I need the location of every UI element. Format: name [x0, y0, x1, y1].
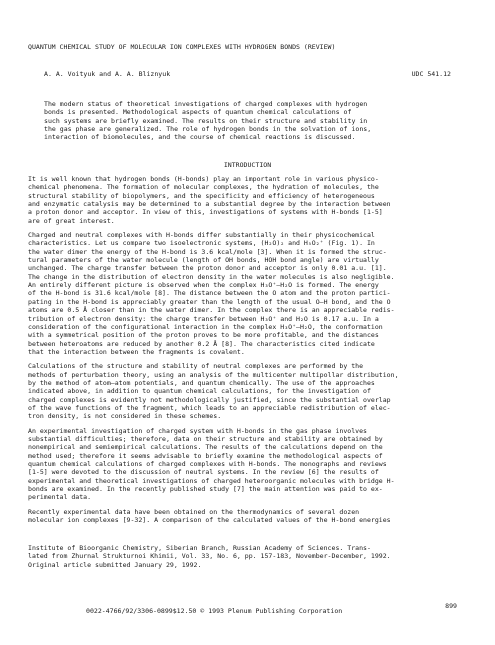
abstract-line: such systems are briefly examined. The results on their structure and stability in	[44, 116, 368, 125]
text-line: are of great interest.	[28, 216, 115, 225]
text-line: experimental and theoretical investigations of charged heteroorganic molecules with bridge H-	[28, 476, 395, 485]
paragraph	[28, 362, 473, 420]
paragraph	[28, 175, 473, 225]
text-line: quantum chemical calculations of charged complexes with H-bonds. The monographs and reviews	[28, 460, 387, 468]
text-line: that the interaction between the fragments is covalent.	[28, 347, 245, 356]
text-line: molecular ion complexes [9-32]. A comparison of the calculated values of the H-bond energies	[28, 516, 391, 525]
text-line: structural stability of biopolymers, and the specificity and efficiency of heterogeneous	[28, 191, 375, 200]
text-line: methods of perturbation theory, using an analysis of the multicenter multipollar distribution,	[28, 370, 399, 379]
footnote	[28, 544, 473, 569]
paragraph	[28, 231, 473, 356]
text-line: the water dimer the energy of the H-bond is 3.6 kcal/mole [3]. When it is formed the struc-	[28, 247, 387, 256]
text-line: perimental data.	[28, 493, 92, 502]
text-line: unchanged. The charge transfer between the proton donor and acceptor is only 0.01 a.u. [1].	[28, 264, 387, 273]
text-line: of the wave functions of the fragment, which leads to an appreciable redistribution of elec-	[28, 403, 391, 412]
text-line: An experimental investigation of charged system with H-bonds in the gas phase involves	[28, 426, 367, 435]
text-line: and enzymatic catalysis may be determined to a substantial degree by the interaction between	[28, 200, 391, 209]
authors: A. A. Voityuk and A. A. Bliznyuk	[44, 70, 171, 78]
text-line: chemical phenomena. The formation of molecular complexes, the hydration of molecules, the	[28, 183, 379, 192]
section-heading: INTRODUCTION	[223, 161, 272, 169]
text-line: bonds are examined. In the recently published study [7] the main attention was paid to ex-	[28, 485, 383, 494]
text-line: The change in the distribution of electron density in the water molecules is also negligible.	[28, 272, 395, 281]
text-line: with a symmetrical position of the proton proves to be more profitable, and the distances	[28, 331, 379, 340]
body-text	[28, 175, 473, 530]
footnote-line: Original article submitted January 29, 1992.	[28, 560, 202, 569]
text-line: pating in the H-bond is appreciably greater than the length of the usual O–H bond, and the O	[28, 297, 391, 306]
text-line: nonempirical and semiempirical calculations. The results of the calculations depend on the	[28, 443, 383, 452]
text-line: atoms are 0.5 Å closer than in the water dimer. In the complex there is an appreciable redis-	[28, 306, 395, 315]
abstract-line: the gas phase are generalized. The role of hydrogen bonds in the solvation of ions,	[44, 125, 372, 134]
article-title: QUANTUM CHEMICAL STUDY OF MOLECULAR ION COMPLEXES WITH HYDROGEN BONDS (REVIEW)	[28, 43, 336, 51]
text-line: [1-5] were devoted to the discussion of neutral systems. In the review [6] the results of	[28, 468, 379, 477]
text-line: between heteroatoms are reduced by another 0.2 Å [8]. The characteristics cited indicate	[28, 339, 375, 348]
text-line: tron density, is not considered in these schemes.	[28, 412, 222, 421]
text-line: of the H-bond is 31.6 kcal/mole [8]. The distance between the O atom and the proton partici-	[28, 289, 391, 298]
text-line: substantial difficulties; therefore, data on their structure and stability are obtained by	[28, 434, 383, 443]
text-line: Recently experimental data have been obtained on the thermodynamics of several dozen	[28, 507, 360, 516]
text-line: Charged and neutral complexes with H-bonds differ substantially in their physicochemical	[28, 231, 375, 240]
footnote-line: lated from Zhurnal Strukturnoi Khimii, Vol. 33, No. 6, pp. 157-183, November-December, 1992.	[28, 552, 391, 561]
text-line: characteristics. Let us compare two isoelectronic systems, (H₂O)₂ and H₅O₂⁺ (Fig. 1). In	[28, 239, 375, 248]
publication-id: 0022-4766/92/3306-0899$12.50 © 1993 Plenum Publishing Corporation	[86, 607, 343, 615]
text-line: tribution of electron density: the charge transfer between H₃O⁺ and H₂O is 0.17 a.u. In a	[28, 314, 379, 323]
text-line: tural parameters of the water molecule (length of OH bonds, HOH bond angle) are virtually	[28, 256, 379, 265]
abstract-line: interaction of biomolecules, and the course of chemical reactions is discussed.	[44, 133, 356, 142]
text-line: a proton donor and acceptor. In view of this, investigations of systems with H-bonds [1-5]	[28, 208, 383, 217]
text-line: by the method of atom–atom potentials, and quantum chemically. The use of the approaches	[28, 378, 375, 387]
text-line: It is well known that hydrogen bonds (H-bonds) play an important role in various physico-	[28, 175, 379, 183]
abstract-line: bonds is presented. Methodological aspects of quantum chemical calculations of	[44, 108, 352, 117]
text-line: Calculations of the structure and stability of neutral complexes are performed by the	[28, 362, 364, 371]
text-line: consideration of the configurational interaction in the complex H₃O⁺–H₂O, the conformation	[28, 322, 383, 331]
udc-code: UDC 541.12	[411, 70, 451, 78]
text-line: method used; therefore it seems advisable to briefly examine the methodological aspects of	[28, 451, 383, 460]
paragraph	[28, 508, 473, 525]
footnote-line: Institute of Bioorganic Chemistry, Siberian Branch, Russian Academy of Sciences. Trans-	[28, 544, 371, 552]
text-line: indicated above, in addition to quantum chemical calculations, for the investigation of	[28, 387, 371, 396]
abstract	[44, 100, 464, 142]
paragraph	[28, 427, 473, 502]
abstract-line: The modern status of theoretical investigations of charged complexes with hydrogen	[44, 100, 368, 108]
text-line: An entirely different picture is observed when the complex H₃O⁺–H₂O is formed. The energy	[28, 281, 379, 290]
page-number: 899	[445, 602, 457, 610]
text-line: charged complexes is evidently not methodologically justified, since the substantial overlap	[28, 395, 391, 404]
